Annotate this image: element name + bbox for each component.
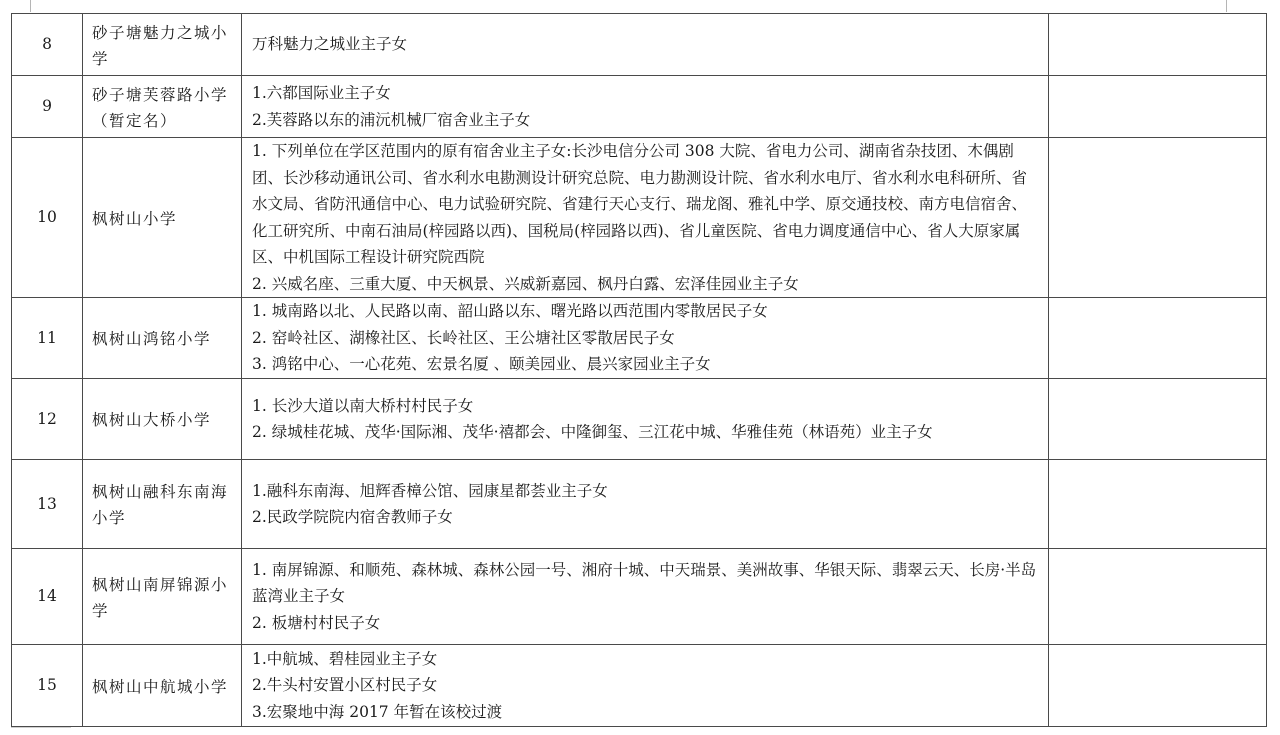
note-cell — [1049, 76, 1267, 138]
area-line: 2. 兴威名座、三重大厦、中天枫景、兴威新嘉园、枫丹白露、宏泽佳园业主子女 — [252, 274, 799, 293]
school-name: 砂子塘魅力之城小学 — [83, 14, 242, 76]
table-row — [12, 460, 1267, 549]
row-number: 10 — [12, 138, 83, 298]
table-row — [12, 76, 1267, 138]
district-area — [242, 549, 1049, 645]
area-line: 2. 板塘村村民子女 — [252, 613, 381, 632]
area-line: 1. 长沙大道以南大桥村村民子女 — [252, 396, 474, 415]
school-name: 枫树山小学 — [83, 138, 242, 298]
area-line: 2.芙蓉路以东的浦沅机械厂宿舍业主子女 — [252, 110, 531, 129]
school-name: 枫树山中航城小学 — [83, 645, 242, 727]
district-area — [242, 379, 1049, 460]
district-area — [242, 138, 1049, 298]
row-number: 8 — [12, 14, 83, 76]
row-number: 9 — [12, 76, 83, 138]
district-area — [242, 76, 1049, 138]
district-area — [242, 14, 1049, 76]
area-line: 1. 南屏锦源、和顺苑、森林城、森林公园一号、湘府十城、中天瑞景、美洲故事、华银天际、翡翠云天、长房·半岛蓝湾业主子女 — [252, 560, 1037, 606]
table-row — [12, 138, 1267, 298]
row-number: 14 — [12, 549, 83, 645]
note-cell — [1049, 645, 1267, 727]
note-cell — [1049, 138, 1267, 298]
area-line: 1.中航城、碧桂园业主子女 — [252, 649, 438, 668]
area-line: 1. 下列单位在学区范围内的原有宿舍业主子女:长沙电信分公司 308 大院、省电力公司、湖南省杂技团、木偶剧团、长沙移动通讯公司、省水利水电勘测设计研究总院、电力勘测设计院、省水利水电厅、省水利水电科研所、省水文局、省防汛通信中心、电力试验研究院、省建行天心支行、瑞龙阁、雅礼中学、原交通技校、南方电信宿舍、化工研究所、中南石油局(梓园路以西)、国税局(梓园路以西)、省儿童医院、省电力调度通信中心、省人大原家属区、中机国际工程设计研究院西院 — [252, 142, 1028, 266]
table-row — [12, 549, 1267, 645]
school-name: 枫树山鸿铭小学 — [83, 298, 242, 379]
school-name: 枫树山南屏锦源小学 — [83, 549, 242, 645]
note-cell — [1049, 379, 1267, 460]
district-area — [242, 298, 1049, 379]
area-line: 2. 窑岭社区、湖橡社区、长岭社区、王公塘社区零散居民子女 — [252, 328, 675, 347]
area-line: 万科魅力之城业主子女 — [252, 35, 408, 54]
area-line: 3. 鸿铭中心、一心花苑、宏景名厦 、颐美园业、晨兴家园业主子女 — [252, 355, 711, 374]
district-area — [242, 645, 1049, 727]
area-line: 2.牛头村安置小区村民子女 — [252, 676, 438, 695]
table-row — [12, 14, 1267, 76]
row-number: 13 — [12, 460, 83, 549]
school-district-table — [11, 13, 1267, 727]
table-row — [12, 298, 1267, 379]
note-cell — [1049, 298, 1267, 379]
school-name: 枫树山大桥小学 — [83, 379, 242, 460]
note-cell — [1049, 549, 1267, 645]
area-line: 2.民政学院院内宿舍教师子女 — [252, 508, 453, 526]
row-number: 12 — [12, 379, 83, 460]
school-name: 砂子塘芙蓉路小学（暂定名） — [83, 76, 242, 138]
row-number: 11 — [12, 298, 83, 379]
area-line: 3.宏聚地中海 2017 年暂在该校过渡 — [252, 702, 503, 721]
page-corner-mark-left — [30, 0, 31, 12]
page-corner-mark-right — [1226, 0, 1227, 12]
row-number: 15 — [12, 645, 83, 727]
table-row — [12, 645, 1267, 727]
note-cell — [1049, 460, 1267, 549]
area-line: 2. 绿城桂花城、茂华·国际湘、茂华·禧都会、中隆御玺、三江花中城、华雅佳苑（林语苑）业主子女 — [252, 423, 933, 441]
district-area — [242, 460, 1049, 549]
table-row — [12, 379, 1267, 460]
page-bottom-rule — [11, 727, 71, 728]
area-line: 1.融科东南海、旭辉香樟公馆、园康星都荟业主子女 — [252, 481, 608, 500]
school-name: 枫树山融科东南海小学 — [83, 460, 242, 549]
area-line: 1. 城南路以北、人民路以南、韶山路以东、曙光路以西范围内零散居民子女 — [252, 302, 768, 321]
area-line: 1.六都国际业主子女 — [252, 84, 391, 102]
note-cell — [1049, 14, 1267, 76]
